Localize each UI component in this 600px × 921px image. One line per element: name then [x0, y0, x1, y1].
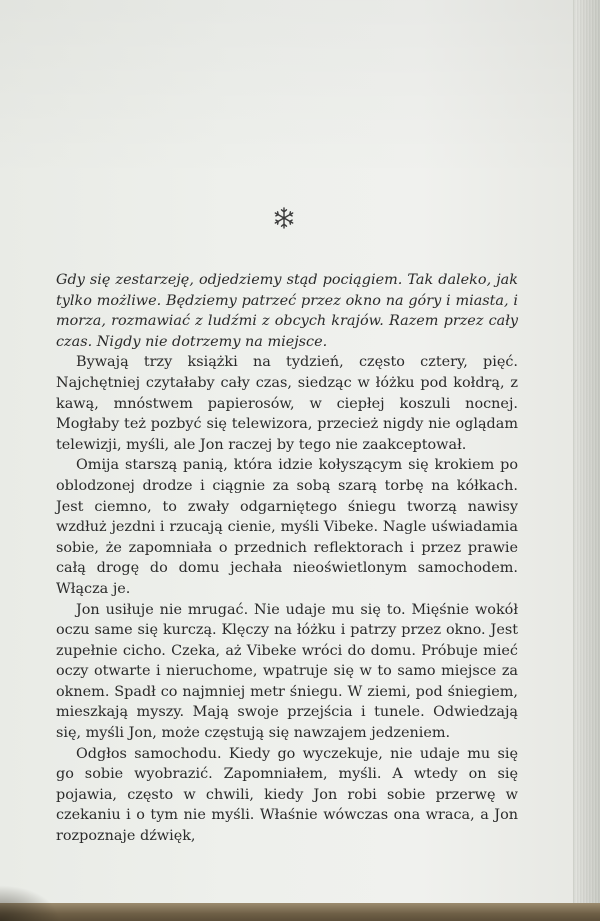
- body-text: [56, 270, 518, 847]
- italic-paragraph: Gdy się zestarzeję, odjedziemy stąd pociągiem. Tak daleko, jak tylko możliwe. Będziemy patrzeć przez okno na góry i miasta, i morza, rozmawiać z ludźmi z obcych krajów. Razem przez cały czas. Nigdy nie dotrzemy na miejsce.: [56, 272, 518, 350]
- paragraph: Omija starszą panią, która idzie kołyszącym się krokiem po oblodzonej drodze i ciągnie za sobą szarą torbę na kółkach. Jest ciemno, to zwały odgarniętego śniegu tworzą nawisy wzdłuż jezdni i rzucają cienie, myśli Vibeke. Nagle uświadamia sobie, że zapomniała o przednich reflektorach i przez prawie całą drogę do domu jechała nieoświetlonym samochodem. Włącza je.: [56, 457, 518, 597]
- paragraph: Bywają trzy książki na tydzień, często cztery, pięć. Najchętniej czytałaby cały czas, siedząc w łóżku pod kołdrą, z kawą, mnóstwem papierosów, w ciepłej koszuli nocnej. Mogłaby też pozbyć się telewizora, przecież nigdy nie oglądam telewizji, myśli, ale Jon raczej by tego nie zaakceptował.: [56, 354, 518, 453]
- snowflake-icon: [271, 205, 297, 231]
- page-edge: [573, 0, 600, 921]
- background-surface: [0, 903, 600, 921]
- paragraph: Jon usiłuje nie mrugać. Nie udaje mu się to. Mięśnie wokół oczu same się kurczą. Klęczy na łóżku i patrzy przez okno. Jest zupełnie cicho. Czeka, aż Vibeke wróci do domu. Próbuje mieć oczy otwarte i nieruchome, wpatruje się w to samo miejsce za oknem. Spadł co najmniej metr śniegu. W ziemi, pod śniegiem, mieszkają myszy. Mają swoje przejścia i tunele. Odwiedzają się, myśli Jon, może częstują się nawzajem jedzeniem.: [56, 601, 518, 742]
- shadow: [0, 885, 60, 921]
- paragraph: Odgłos samochodu. Kiedy go wyczekuje, nie udaje mu się go sobie wyobrazić. Zapomniałem, myśli. A wtedy on się pojawia, często w chwili, kiedy Jon robi sobie przerwę w czekaniu i o tym nie myśli. Właśnie wówczas ona wraca, a Jon rozpoznaje dźwięk,: [56, 745, 518, 845]
